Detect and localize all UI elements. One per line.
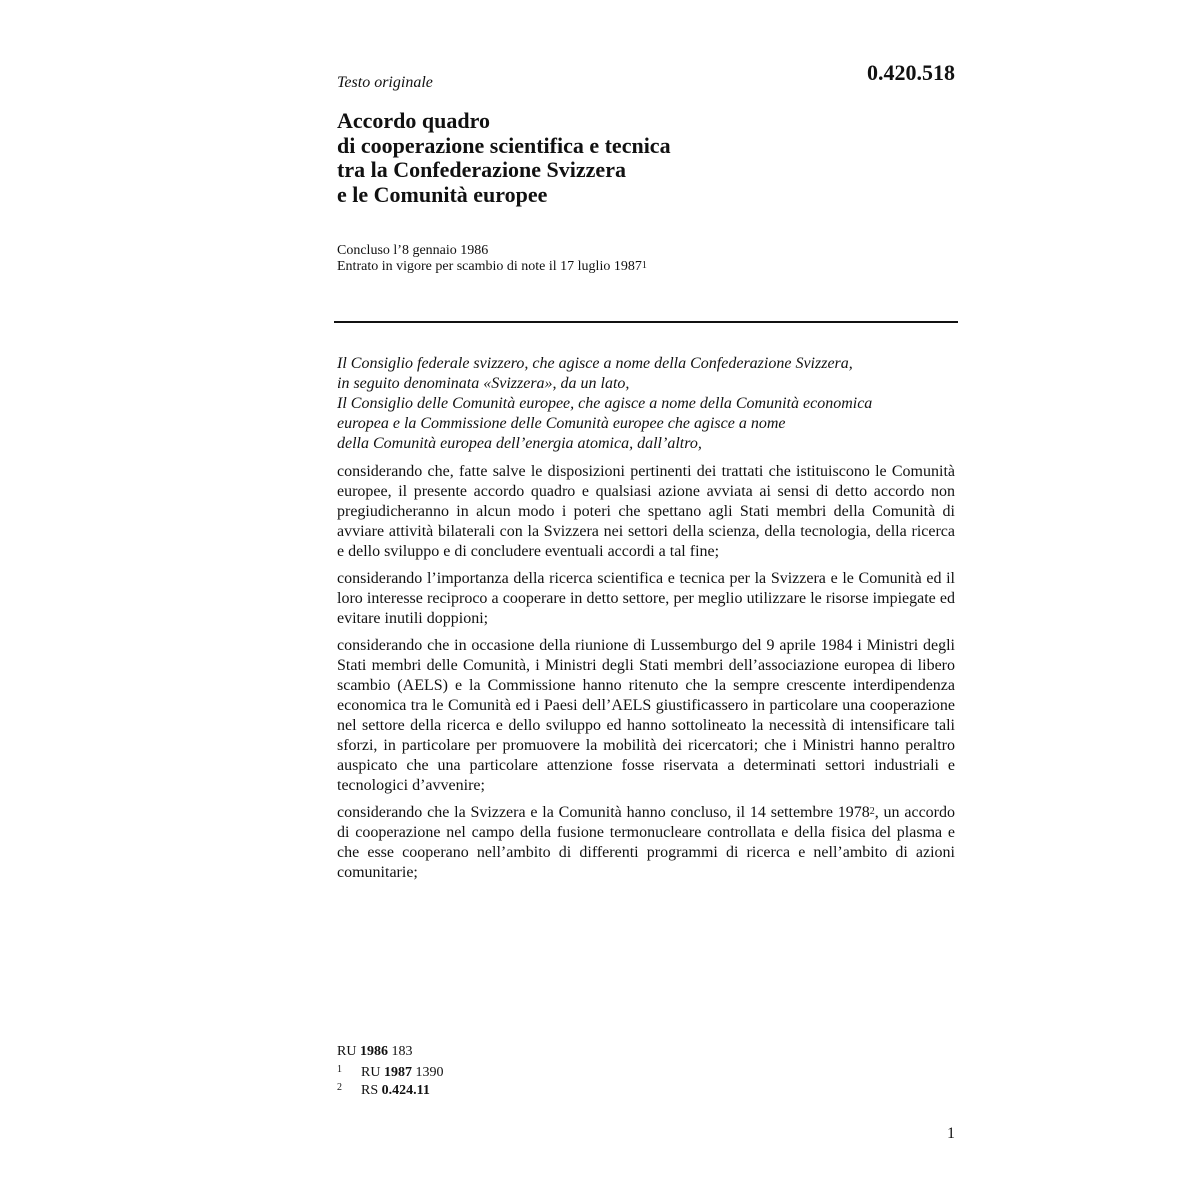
recital-paragraph: considerando che in occasione della riunione di Lussemburgo del 9 aprile 1984 i Ministri degli Stati membri delle Comunità, i Ministri degli Stati membri dell’associazione europea di libero scambio (AELS) e la Commissione hanno ritenuto che la sempre crescente interdipendenza economica tra le Comunità ed i Paesi dell’AELS giustificassero in particolare una cooperazione nel settore della ricerca e dello sviluppo ed hanno sottolineato la necessità di intensificare tali sforzi, in particolare per promuovere la mobilità dei ricercatori; che i Ministri hanno peraltro auspicato che una particolare attenzione fosse riservata a determinati settori industriali e tecnologici d’avvenire; xyxy=(337,637,955,794)
title-line: Accordo quadro xyxy=(337,108,490,133)
footnote-text xyxy=(361,1064,443,1081)
preamble-line: della Comunità europea dell’energia atomica, dall’altro, xyxy=(337,435,702,452)
dates-block xyxy=(337,243,647,275)
preamble-line: in seguito denominata «Svizzera», da un lato, xyxy=(337,375,630,392)
page-number: 1 xyxy=(947,1125,955,1142)
footnote-number: 2 xyxy=(337,1082,342,1093)
document-title xyxy=(337,109,671,207)
in-force-date xyxy=(337,259,647,275)
footnote-prefix: RU xyxy=(361,1065,381,1080)
recital-paragraph xyxy=(337,803,955,883)
preamble-line: Il Consiglio federale svizzero, che agisce a nome della Confederazione Svizzera, xyxy=(337,355,853,372)
ru-page: 183 xyxy=(391,1044,413,1059)
footnote-suffix: 1390 xyxy=(415,1065,444,1080)
recital-text: , un accordo di cooperazione nel campo della fusione termonucleare controllata e della fisica del plasma e che esse cooperano nell’ambito di differenti programmi di ricerca e nell’ambito di azioni comunitarie; xyxy=(337,804,955,881)
footnote-text xyxy=(361,1082,430,1099)
footnotes xyxy=(337,1064,443,1100)
recital-text: considerando che la Svizzera e la Comunità hanno concluso, il 14 settembre 1978 xyxy=(337,804,870,821)
title-line: tra la Confederazione Svizzera xyxy=(337,157,626,182)
title-line: e le Comunità europee xyxy=(337,181,548,207)
ru-year: 1986 xyxy=(359,1044,388,1059)
footnote-bold: 0.424.11 xyxy=(381,1083,430,1098)
preamble-line: Il Consiglio delle Comunità europee, che agisce a nome della Comunità economica xyxy=(337,395,873,412)
ru-prefix: RU xyxy=(337,1044,357,1059)
original-text-label: Testo originale xyxy=(337,74,433,91)
footnote-ref-1: 1 xyxy=(641,260,647,271)
concluded-date: Concluso l’8 gennaio 1986 xyxy=(337,243,489,258)
footnote-bold: 1987 xyxy=(383,1065,412,1080)
sr-number: 0.420.518 xyxy=(867,60,955,85)
footnote-ref-2: 2 xyxy=(869,806,875,817)
preamble xyxy=(337,354,872,454)
recital-paragraph: considerando che, fatte salve le disposizioni pertinenti dei trattati che istituiscono le Comunità europee, il presente accordo quadro e qualsiasi azione avviata ai sensi di detto accordo non pregiudicheranno in alcun modo i poteri che spettano agli Stati membri della Comunità di avviare attività bilaterali con la Svizzera nei settori della scienza, della tecnologia, della ricerca e dello sviluppo e di concludere eventuali accordi a tal fine; xyxy=(337,463,955,560)
title-line: di cooperazione scientifica e tecnica xyxy=(337,132,671,158)
ru-reference xyxy=(337,1044,412,1060)
document-page xyxy=(337,0,959,1200)
footnote xyxy=(337,1082,443,1100)
preamble-line: europea e la Commissione delle Comunità europee che agisce a nome xyxy=(337,415,786,432)
horizontal-rule xyxy=(334,321,958,323)
footnote-prefix: RS xyxy=(361,1083,379,1098)
recitals xyxy=(337,462,955,890)
recital-paragraph: considerando l’importanza della ricerca scientifica e tecnica per la Svizzera e le Comunità ed il loro interesse reciproco a cooperare in detto settore, per meglio utilizzare le risorse impiegate ed evitare inutili doppioni; xyxy=(337,570,955,627)
footnote-number: 1 xyxy=(337,1064,342,1075)
in-force-text: Entrato in vigore per scambio di note il 17 luglio 1987 xyxy=(337,259,642,274)
